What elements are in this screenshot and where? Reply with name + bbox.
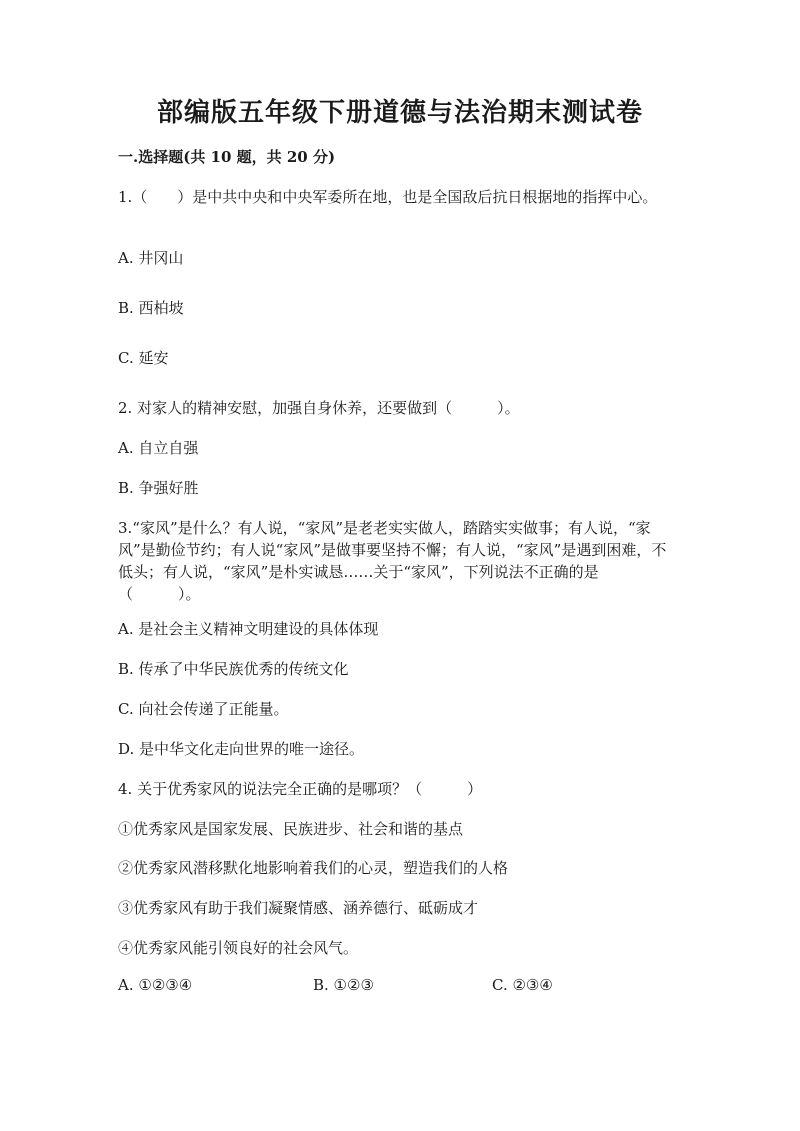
question-2-option-b: B. 争强好胜 bbox=[118, 479, 199, 497]
question-2-option-a: A. 自立自强 bbox=[118, 439, 199, 457]
question-4-options bbox=[118, 976, 678, 998]
question-4-statement-3: ③优秀家风有助于我们凝聚情感、涵养德行、砥砺成才 bbox=[118, 899, 479, 917]
question-4-stem: 4. 关于优秀家风的说法完全正确的是哪项？（ ） bbox=[118, 780, 483, 798]
question-3-option-d: D. 是中华文化走向世界的唯一途径。 bbox=[118, 740, 365, 758]
question-4-statement-2: ②优秀家风潜移默化地影响着我们的心灵，塑造我们的人格 bbox=[118, 859, 509, 877]
question-4-statement-4: ④优秀家风能引领良好的社会风气。 bbox=[118, 939, 359, 957]
question-1-option-b: B. 西柏坡 bbox=[118, 299, 184, 317]
question-3-stem: 3.“家风”是什么？有人说，“家风”是老老实实做人，踏踏实实做事；有人说，“家风”是勤俭节约；有人说“家风”是做事要坚持不懈；有人说，“家风”是遇到困难，不低头；有人说，“家风”是朴实诚恳……关于“家风”，下列说法不正确的是（ ）。 bbox=[118, 519, 667, 603]
question-1-option-c: C. 延安 bbox=[118, 349, 169, 367]
question-1-stem: 1.（ ）是中共中央和中央军委所在地，也是全国敌后抗日根据地的指挥中心。 bbox=[118, 188, 658, 206]
question-3-option-a: A. 是社会主义精神文明建设的具体体现 bbox=[118, 620, 379, 638]
question-3-option-c: C. 向社会传递了正能量。 bbox=[118, 700, 289, 718]
section-heading: 一.选择题(共 10 题，共 20 分) bbox=[118, 148, 336, 166]
page-title: 部编版五年级下册道德与法治期末测试卷 bbox=[156, 98, 643, 128]
question-4-option-b: B. ①②③ bbox=[313, 976, 374, 994]
question-4-statement-1: ①优秀家风是国家发展、民族进步、社会和谐的基点 bbox=[118, 820, 464, 838]
question-2-stem: 2. 对家人的精神安慰，加强自身休养，还要做到（ ）。 bbox=[118, 399, 520, 417]
question-1-option-a: A. 井冈山 bbox=[118, 249, 184, 267]
question-4-option-c: C. ②③④ bbox=[492, 976, 553, 994]
question-4-option-a: A. ①②③④ bbox=[118, 976, 193, 994]
question-3-option-b: B. 传承了中华民族优秀的传统文化 bbox=[118, 660, 349, 678]
